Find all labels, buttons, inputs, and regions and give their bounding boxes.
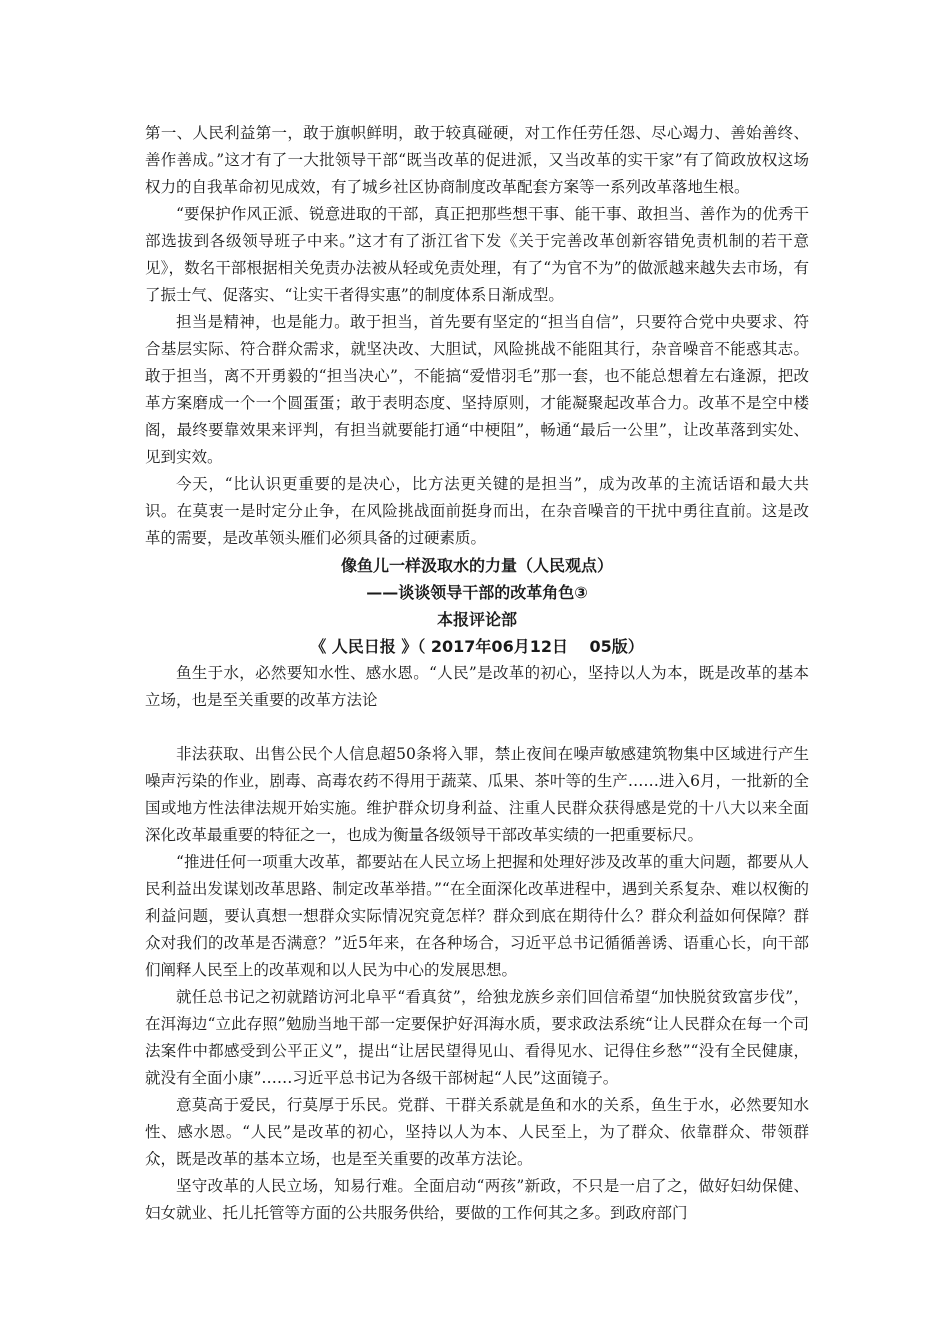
blank-line (145, 714, 809, 741)
document-page (145, 120, 809, 1227)
article-lead: 鱼生于水，必然要知水性、感水恩。“人民”是改革的初心，坚持以人为本，既是改革的基本立场，也是至关重要的改革方法论 (145, 664, 809, 709)
body-paragraph: 今天，“比认识更重要的是决心，比方法更关键的是担当”，成为改革的主流话语和最大共识。在莫衷一是时定分止争，在风险挑战面前挺身而出，在杂音噪音的干扰中勇往直前。这是改革的需要，是改革领头雁们必须具备的过硬素质。 (145, 475, 809, 547)
article-title: 像鱼儿一样汲取水的力量（人民观点） (340, 556, 613, 575)
body-paragraph: 非法获取、出售公民个人信息超50条将入罪，禁止夜间在噪声敏感建筑物集中区域进行产生噪声污染的作业，剧毒、高毒农药不得用于蔬菜、瓜果、茶叶等的生产……进入6月，一批新的全国或地方性法律法规开始实施。维护群众切身利益、注重人民群众获得感是党的十八大以来全面深化改革最重要的特征之一，也成为衡量各级领导干部改革实绩的一把重要标尺。 (145, 745, 809, 844)
article-subtitle: ——谈谈领导干部的改革角色③ (366, 583, 588, 602)
body-paragraph: 意莫高于爱民，行莫厚于乐民。党群、干群关系就是鱼和水的关系，鱼生于水，必然要知水性、感水恩。“人民”是改革的初心，坚持以人为本、人民至上，为了群众、依靠群众、带领群众，既是改革的基本立场，也是至关重要的改革方法论。 (145, 1096, 809, 1168)
body-paragraph: 就任总书记之初就踏访河北阜平“看真贫”，给独龙族乡亲们回信希望“加快脱贫致富步伐”，在洱海边“立此存照”勉励当地干部一定要保护好洱海水质，要求政法系统“让人民群众在每一个司法案件中都感受到公平正义”，提出“让居民望得见山、看得见水、记得住乡愁”“没有全民健康，就没有全面小康”……习近平总书记为各级干部树起“人民”这面镜子。 (145, 988, 809, 1087)
body-paragraph: 担当是精神，也是能力。敢于担当，首先要有坚定的“担当自信”，只要符合党中央要求、符合基层实际、符合群众需求，就坚决改、大胆试，风险挑战不能阻其行，杂音噪音不能惑其志。敢于担当，离不开勇毅的“担当决心”，不能搞“爱惜羽毛”那一套，也不能总想着左右逢源，把改革方案磨成一个一个圆蛋蛋；敢于表明态度、坚持原则，才能凝聚起改革合力。改革不是空中楼阁，最终要靠效果来评判，有担当就要能打通“中梗阻”，畅通“最后一公里”，让改革落到实处、见到实效。 (145, 313, 809, 466)
body-paragraph: “推进任何一项重大改革，都要站在人民立场上把握和处理好涉及改革的重大问题，都要从人民利益出发谋划改革思路、制定改革举措。”“在全面深化改革进程中，遇到关系复杂、难以权衡的利益问题，要认真想一想群众实际情况究竟怎样？群众到底在期待什么？群众利益如何保障？群众对我们的改革是否满意？”近5年来，在各种场合，习近平总书记循循善诱、语重心长，向干部们阐释人民至上的改革观和以人民为中心的发展思想。 (145, 853, 809, 979)
body-paragraph: 第一、人民利益第一，敢于旗帜鲜明，敢于较真碰硬，对工作任劳任怨、尽心竭力、善始善终、善作善成。”这才有了一大批领导干部“既当改革的促进派，又当改革的实干家”有了简政放权这场权力的自我革命初见成效，有了城乡社区协商制度改革配套方案等一系列改革落地生根。 (145, 124, 809, 196)
body-paragraph: “要保护作风正派、锐意进取的干部，真正把那些想干事、能干事、敢担当、善作为的优秀干部选拔到各级领导班子中来。”这才有了浙江省下发《关于完善改革创新容错免责机制的若干意见》，数名干部根据相关免责办法被从轻或免责处理，有了“为官不为”的做派越来越失去市场，有了振士气、促落实、“让实干者得实惠”的制度体系日渐成型。 (145, 205, 809, 304)
body-paragraph: 坚守改革的人民立场，知易行难。全面启动“两孩”新政，不只是一启了之，做好妇幼保健、妇女就业、托儿托管等方面的公共服务供给，要做的工作何其之多。到政府部门 (145, 1177, 809, 1222)
article-source: 《 人民日报 》（ 2017年06月12日 05版） (310, 637, 644, 656)
article-author: 本报评论部 (436, 610, 517, 629)
